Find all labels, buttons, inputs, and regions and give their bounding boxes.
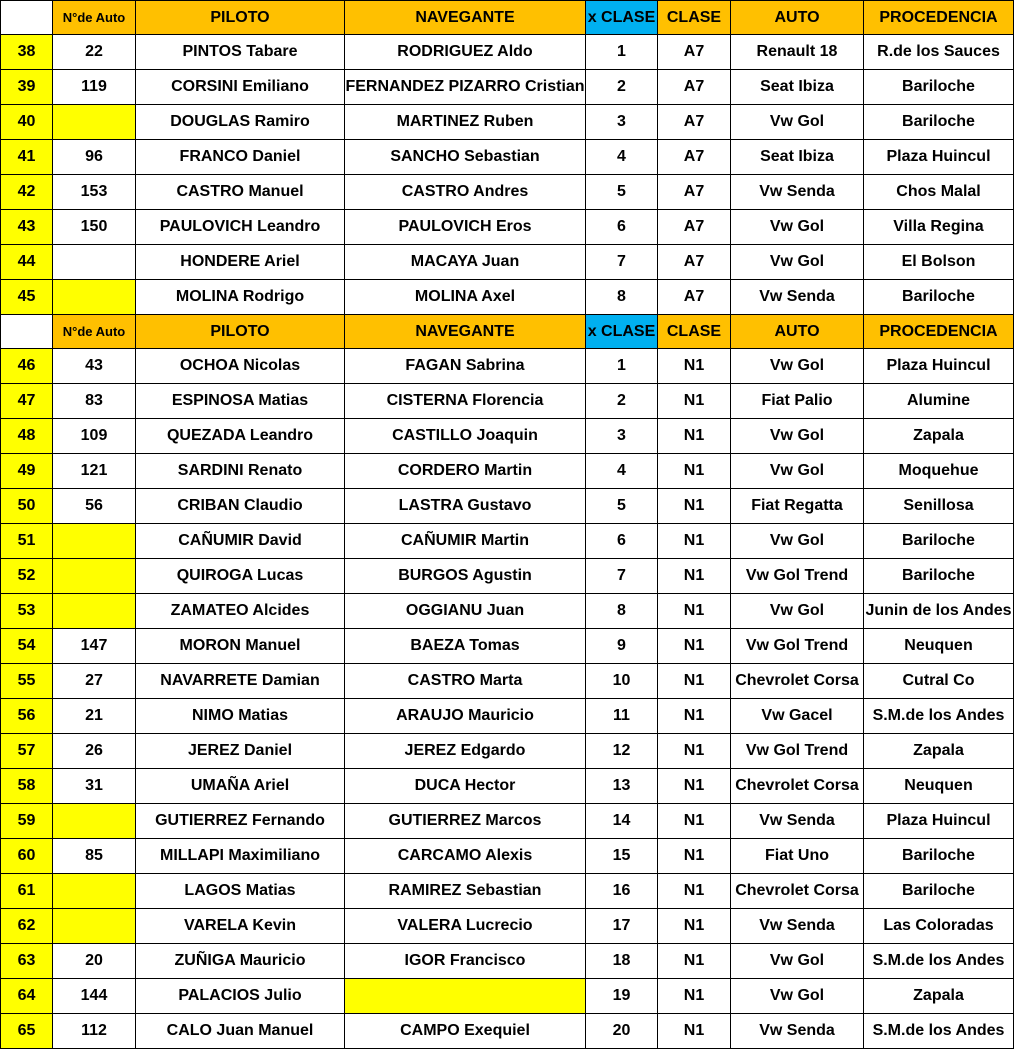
class-cell: N1 (658, 629, 731, 664)
position-by-class-cell: 2 (586, 384, 658, 419)
class-cell: N1 (658, 349, 731, 384)
class-cell: A7 (658, 70, 731, 105)
car-cell: Vw Gol (731, 349, 864, 384)
class-cell: N1 (658, 804, 731, 839)
origin-cell: Bariloche (864, 280, 1014, 315)
overall-position-cell: 47 (1, 384, 53, 419)
car-number-cell (53, 559, 136, 594)
pilot-cell: MORON Manuel (136, 629, 345, 664)
car-cell: Vw Gol (731, 524, 864, 559)
car-cell: Vw Senda (731, 280, 864, 315)
overall-position-cell: 61 (1, 874, 53, 909)
position-by-class-cell: 14 (586, 804, 658, 839)
car-cell: Chevrolet Corsa (731, 874, 864, 909)
navigator-cell: OGGIANU Juan (345, 594, 586, 629)
class-cell: A7 (658, 140, 731, 175)
pilot-cell: VARELA Kevin (136, 909, 345, 944)
overall-position-cell: 40 (1, 105, 53, 140)
pilot-cell: OCHOA Nicolas (136, 349, 345, 384)
car-number-cell (53, 804, 136, 839)
car-number-cell: 56 (53, 489, 136, 524)
car-number-cell: 85 (53, 839, 136, 874)
table-row (1, 210, 1014, 245)
header-navigator: NAVEGANTE (345, 315, 586, 349)
class-cell: N1 (658, 734, 731, 769)
pilot-cell: PINTOS Tabare (136, 35, 345, 70)
table-row (1, 769, 1014, 804)
table-row (1, 979, 1014, 1014)
car-cell: Vw Gol (731, 210, 864, 245)
header-car: AUTO (731, 315, 864, 349)
overall-position-cell: 38 (1, 35, 53, 70)
car-cell: Vw Senda (731, 1014, 864, 1049)
navigator-cell: BURGOS Agustin (345, 559, 586, 594)
table-row (1, 839, 1014, 874)
car-number-cell: 22 (53, 35, 136, 70)
navigator-cell: ARAUJO Mauricio (345, 699, 586, 734)
origin-cell: S.M.de los Andes (864, 944, 1014, 979)
header-car: AUTO (731, 1, 864, 35)
position-by-class-cell: 15 (586, 839, 658, 874)
navigator-cell: LASTRA Gustavo (345, 489, 586, 524)
car-cell: Vw Gol Trend (731, 629, 864, 664)
navigator-cell: DUCA Hector (345, 769, 586, 804)
car-cell: Vw Senda (731, 909, 864, 944)
navigator-cell: MACAYA Juan (345, 245, 586, 280)
class-cell: N1 (658, 769, 731, 804)
class-cell: N1 (658, 489, 731, 524)
pilot-cell: SARDINI Renato (136, 454, 345, 489)
car-number-cell: 144 (53, 979, 136, 1014)
class-cell: A7 (658, 175, 731, 210)
overall-position-cell: 53 (1, 594, 53, 629)
class-cell: N1 (658, 944, 731, 979)
table-row (1, 384, 1014, 419)
position-by-class-cell: 17 (586, 909, 658, 944)
car-number-cell: 31 (53, 769, 136, 804)
header-origin: PROCEDENCIA (864, 1, 1014, 35)
overall-position-cell: 48 (1, 419, 53, 454)
navigator-cell: CISTERNA Florencia (345, 384, 586, 419)
car-cell: Vw Gol (731, 245, 864, 280)
overall-position-cell: 56 (1, 699, 53, 734)
position-by-class-cell: 18 (586, 944, 658, 979)
table-row (1, 175, 1014, 210)
table-row (1, 70, 1014, 105)
car-number-cell: 147 (53, 629, 136, 664)
origin-cell: S.M.de los Andes (864, 1014, 1014, 1049)
position-by-class-cell: 8 (586, 594, 658, 629)
table-row (1, 524, 1014, 559)
table-row (1, 454, 1014, 489)
car-number-cell: 153 (53, 175, 136, 210)
origin-cell: Bariloche (864, 105, 1014, 140)
pilot-cell: CAÑUMIR David (136, 524, 345, 559)
pilot-cell: PAULOVICH Leandro (136, 210, 345, 245)
navigator-cell: MOLINA Axel (345, 280, 586, 315)
table-row (1, 140, 1014, 175)
car-number-cell (53, 524, 136, 559)
car-cell: Vw Gol (731, 105, 864, 140)
car-number-cell: 112 (53, 1014, 136, 1049)
overall-position-cell: 44 (1, 245, 53, 280)
navigator-cell: PAULOVICH Eros (345, 210, 586, 245)
class-cell: N1 (658, 979, 731, 1014)
navigator-cell: JEREZ Edgardo (345, 734, 586, 769)
navigator-cell: FAGAN Sabrina (345, 349, 586, 384)
class-cell: N1 (658, 839, 731, 874)
navigator-cell: CASTILLO Joaquin (345, 419, 586, 454)
origin-cell: Chos Malal (864, 175, 1014, 210)
header-car-number: N°de Auto (53, 315, 136, 349)
header-position-by-class: x CLASE (586, 1, 658, 35)
origin-cell: Neuquen (864, 769, 1014, 804)
table-row (1, 664, 1014, 699)
pilot-cell: CALO Juan Manuel (136, 1014, 345, 1049)
car-cell: Seat Ibiza (731, 140, 864, 175)
table-row (1, 35, 1014, 70)
table-row (1, 105, 1014, 140)
class-cell: N1 (658, 664, 731, 699)
header-car-number: N°de Auto (53, 1, 136, 35)
class-cell: A7 (658, 105, 731, 140)
pilot-cell: QUIROGA Lucas (136, 559, 345, 594)
position-by-class-cell: 3 (586, 419, 658, 454)
position-by-class-cell: 3 (586, 105, 658, 140)
car-cell: Vw Gol (731, 454, 864, 489)
position-by-class-cell: 16 (586, 874, 658, 909)
class-cell: A7 (658, 280, 731, 315)
car-cell: Vw Gacel (731, 699, 864, 734)
overall-position-cell: 54 (1, 629, 53, 664)
car-number-cell: 109 (53, 419, 136, 454)
table-row (1, 944, 1014, 979)
navigator-cell (345, 979, 586, 1014)
car-number-cell: 20 (53, 944, 136, 979)
class-cell: N1 (658, 874, 731, 909)
pilot-cell: JEREZ Daniel (136, 734, 345, 769)
navigator-cell: CORDERO Martin (345, 454, 586, 489)
table-row (1, 349, 1014, 384)
car-number-cell: 26 (53, 734, 136, 769)
car-cell: Vw Gol (731, 419, 864, 454)
pilot-cell: NAVARRETE Damian (136, 664, 345, 699)
class-cell: N1 (658, 524, 731, 559)
navigator-cell: CAMPO Exequiel (345, 1014, 586, 1049)
table-row (1, 1014, 1014, 1049)
navigator-cell: CARCAMO Alexis (345, 839, 586, 874)
header-class: CLASE (658, 315, 731, 349)
origin-cell: Neuquen (864, 629, 1014, 664)
car-cell: Chevrolet Corsa (731, 664, 864, 699)
table-row (1, 874, 1014, 909)
class-cell: N1 (658, 454, 731, 489)
car-number-cell: 21 (53, 699, 136, 734)
position-by-class-cell: 4 (586, 454, 658, 489)
overall-position-cell: 55 (1, 664, 53, 699)
class-cell: N1 (658, 559, 731, 594)
origin-cell: Plaza Huincul (864, 349, 1014, 384)
class-cell: N1 (658, 909, 731, 944)
table-row (1, 280, 1014, 315)
position-by-class-cell: 1 (586, 35, 658, 70)
class-cell: A7 (658, 210, 731, 245)
navigator-cell: CASTRO Andres (345, 175, 586, 210)
origin-cell: S.M.de los Andes (864, 699, 1014, 734)
table-row (1, 559, 1014, 594)
class-cell: N1 (658, 699, 731, 734)
car-cell: Fiat Uno (731, 839, 864, 874)
navigator-cell: VALERA Lucrecio (345, 909, 586, 944)
pilot-cell: LAGOS Matias (136, 874, 345, 909)
table-row (1, 909, 1014, 944)
overall-position-cell: 52 (1, 559, 53, 594)
pilot-cell: CASTRO Manuel (136, 175, 345, 210)
position-by-class-cell: 20 (586, 1014, 658, 1049)
car-number-cell: 96 (53, 140, 136, 175)
origin-cell: Bariloche (864, 874, 1014, 909)
car-number-cell (53, 105, 136, 140)
pilot-cell: MILLAPI Maximiliano (136, 839, 345, 874)
car-number-cell (53, 280, 136, 315)
pilot-cell: QUEZADA Leandro (136, 419, 345, 454)
class-cell: N1 (658, 419, 731, 454)
car-cell: Fiat Regatta (731, 489, 864, 524)
overall-position-cell: 46 (1, 349, 53, 384)
origin-cell: Junin de los Andes (864, 594, 1014, 629)
overall-position-cell: 64 (1, 979, 53, 1014)
table-row (1, 594, 1014, 629)
position-by-class-cell: 2 (586, 70, 658, 105)
header-navigator: NAVEGANTE (345, 1, 586, 35)
table-row (1, 489, 1014, 524)
origin-cell: Plaza Huincul (864, 804, 1014, 839)
overall-position-cell: 65 (1, 1014, 53, 1049)
table-row (1, 629, 1014, 664)
car-cell: Fiat Palio (731, 384, 864, 419)
position-by-class-cell: 6 (586, 210, 658, 245)
header-row (1, 315, 1014, 349)
pilot-cell: ZUÑIGA Mauricio (136, 944, 345, 979)
pilot-cell: PALACIOS Julio (136, 979, 345, 1014)
navigator-cell: FERNANDEZ PIZARRO Cristian (345, 70, 586, 105)
position-by-class-cell: 13 (586, 769, 658, 804)
car-number-cell: 121 (53, 454, 136, 489)
table-row (1, 699, 1014, 734)
position-by-class-cell: 6 (586, 524, 658, 559)
origin-cell: Zapala (864, 734, 1014, 769)
car-cell: Renault 18 (731, 35, 864, 70)
origin-cell: Bariloche (864, 839, 1014, 874)
car-number-cell (53, 594, 136, 629)
header-class: CLASE (658, 1, 731, 35)
pilot-cell: MOLINA Rodrigo (136, 280, 345, 315)
car-cell: Vw Gol Trend (731, 734, 864, 769)
position-by-class-cell: 5 (586, 489, 658, 524)
navigator-cell: SANCHO Sebastian (345, 140, 586, 175)
navigator-cell: CAÑUMIR Martin (345, 524, 586, 559)
navigator-cell: GUTIERREZ Marcos (345, 804, 586, 839)
overall-position-cell: 57 (1, 734, 53, 769)
pilot-cell: CRIBAN Claudio (136, 489, 345, 524)
origin-cell: Bariloche (864, 70, 1014, 105)
pilot-cell: CORSINI Emiliano (136, 70, 345, 105)
position-by-class-cell: 11 (586, 699, 658, 734)
class-cell: A7 (658, 245, 731, 280)
table-row (1, 734, 1014, 769)
origin-cell: Moquehue (864, 454, 1014, 489)
header-row (1, 1, 1014, 35)
car-number-cell: 83 (53, 384, 136, 419)
navigator-cell: BAEZA Tomas (345, 629, 586, 664)
header-position-by-class: x CLASE (586, 315, 658, 349)
pilot-cell: NIMO Matias (136, 699, 345, 734)
pilot-cell: DOUGLAS Ramiro (136, 105, 345, 140)
position-by-class-cell: 1 (586, 349, 658, 384)
overall-position-cell: 51 (1, 524, 53, 559)
origin-cell: Bariloche (864, 559, 1014, 594)
car-cell: Vw Gol (731, 594, 864, 629)
header-pilot: PILOTO (136, 1, 345, 35)
class-cell: A7 (658, 35, 731, 70)
position-by-class-cell: 4 (586, 140, 658, 175)
overall-position-cell: 45 (1, 280, 53, 315)
car-number-cell: 119 (53, 70, 136, 105)
car-number-cell (53, 245, 136, 280)
origin-cell: R.de los Sauces (864, 35, 1014, 70)
car-cell: Vw Senda (731, 804, 864, 839)
navigator-cell: RAMIREZ Sebastian (345, 874, 586, 909)
position-by-class-cell: 19 (586, 979, 658, 1014)
class-cell: N1 (658, 1014, 731, 1049)
car-cell: Vw Gol Trend (731, 559, 864, 594)
navigator-cell: MARTINEZ Ruben (345, 105, 586, 140)
overall-position-cell: 43 (1, 210, 53, 245)
class-cell: N1 (658, 594, 731, 629)
position-by-class-cell: 9 (586, 629, 658, 664)
overall-position-cell: 60 (1, 839, 53, 874)
position-by-class-cell: 7 (586, 559, 658, 594)
results-table-body (1, 1, 1014, 1049)
origin-cell: Zapala (864, 979, 1014, 1014)
origin-cell: Villa Regina (864, 210, 1014, 245)
pilot-cell: HONDERE Ariel (136, 245, 345, 280)
position-by-class-cell: 7 (586, 245, 658, 280)
car-number-cell (53, 909, 136, 944)
overall-position-cell: 39 (1, 70, 53, 105)
origin-cell: Plaza Huincul (864, 140, 1014, 175)
pilot-cell: GUTIERREZ Fernando (136, 804, 345, 839)
header-origin: PROCEDENCIA (864, 315, 1014, 349)
position-by-class-cell: 12 (586, 734, 658, 769)
table-row (1, 419, 1014, 454)
origin-cell: El Bolson (864, 245, 1014, 280)
car-number-cell: 150 (53, 210, 136, 245)
class-cell: N1 (658, 384, 731, 419)
overall-position-cell: 49 (1, 454, 53, 489)
overall-position-cell: 62 (1, 909, 53, 944)
table-row (1, 245, 1014, 280)
position-by-class-cell: 8 (586, 280, 658, 315)
origin-cell: Alumine (864, 384, 1014, 419)
car-number-cell: 27 (53, 664, 136, 699)
origin-cell: Zapala (864, 419, 1014, 454)
overall-position-cell: 50 (1, 489, 53, 524)
car-cell: Vw Gol (731, 979, 864, 1014)
car-number-cell: 43 (53, 349, 136, 384)
origin-cell: Senillosa (864, 489, 1014, 524)
header-blank-cell (1, 1, 53, 35)
origin-cell: Bariloche (864, 524, 1014, 559)
overall-position-cell: 59 (1, 804, 53, 839)
navigator-cell: IGOR Francisco (345, 944, 586, 979)
position-by-class-cell: 10 (586, 664, 658, 699)
pilot-cell: ZAMATEO Alcides (136, 594, 345, 629)
navigator-cell: RODRIGUEZ Aldo (345, 35, 586, 70)
navigator-cell: CASTRO Marta (345, 664, 586, 699)
overall-position-cell: 58 (1, 769, 53, 804)
origin-cell: Cutral Co (864, 664, 1014, 699)
position-by-class-cell: 5 (586, 175, 658, 210)
car-cell: Vw Gol (731, 944, 864, 979)
overall-position-cell: 42 (1, 175, 53, 210)
table-row (1, 804, 1014, 839)
car-cell: Chevrolet Corsa (731, 769, 864, 804)
pilot-cell: ESPINOSA Matias (136, 384, 345, 419)
car-cell: Seat Ibiza (731, 70, 864, 105)
origin-cell: Las Coloradas (864, 909, 1014, 944)
pilot-cell: FRANCO Daniel (136, 140, 345, 175)
overall-position-cell: 41 (1, 140, 53, 175)
pilot-cell: UMAÑA Ariel (136, 769, 345, 804)
car-cell: Vw Senda (731, 175, 864, 210)
overall-position-cell: 63 (1, 944, 53, 979)
header-blank-cell (1, 315, 53, 349)
header-pilot: PILOTO (136, 315, 345, 349)
car-number-cell (53, 874, 136, 909)
